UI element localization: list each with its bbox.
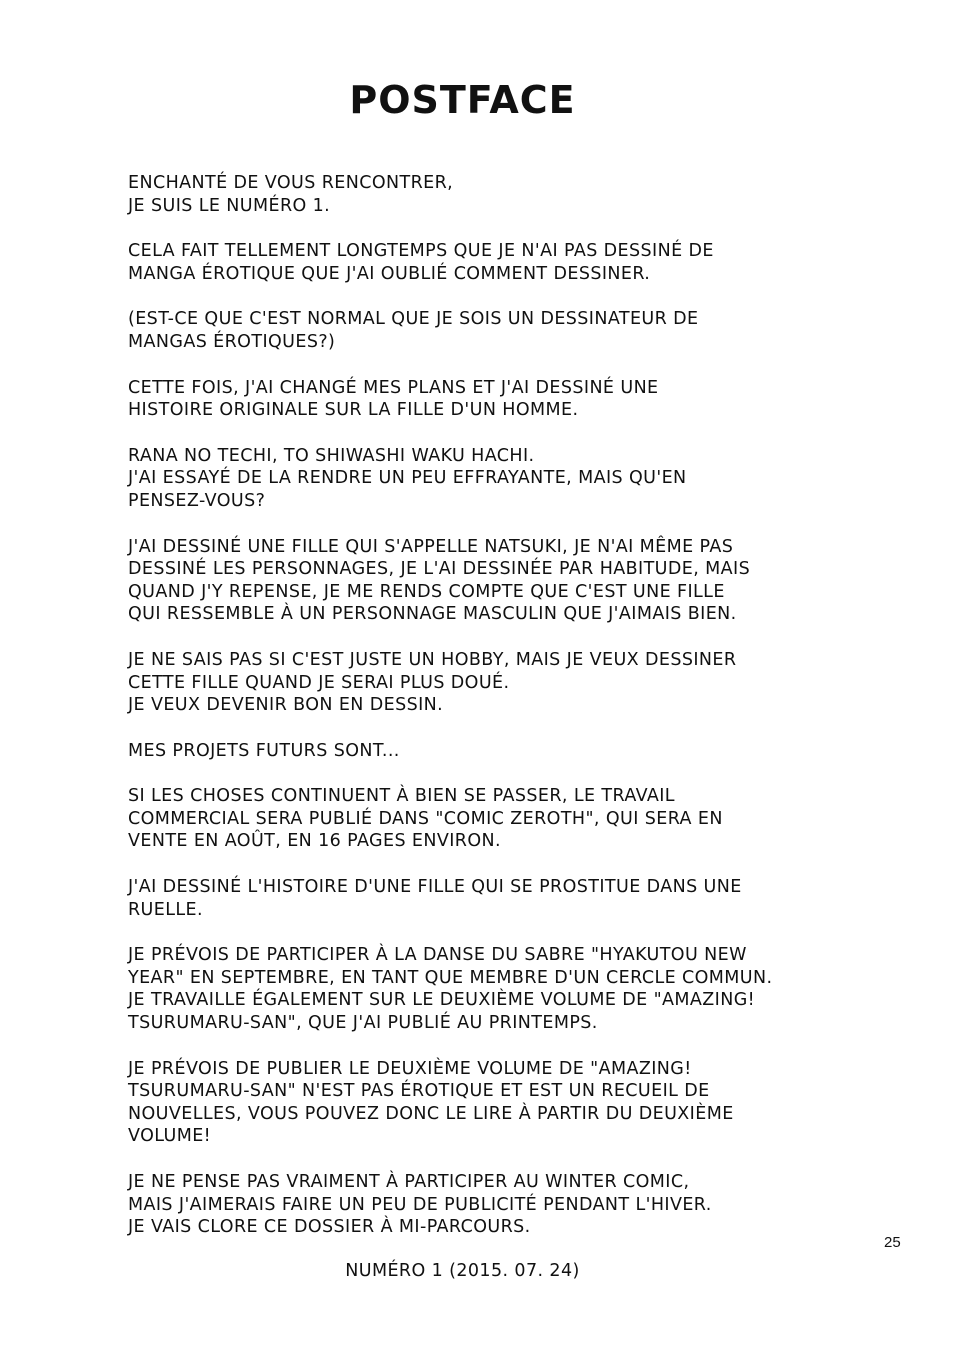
paragraph-line: YEAR" EN SEPTEMBRE, EN TANT QUE MEMBRE D'UN CERCLE COMMUN.: [128, 967, 773, 988]
paragraph-line: TSURUMARU-SAN" N'EST PAS ÉROTIQUE ET EST UN RECUEIL DE: [128, 1081, 710, 1102]
paragraph-line: ENCHANTÉ DE VOUS RENCONTRER,: [128, 173, 454, 193]
paragraph-line: QUAND J'Y REPENSE, JE ME RENDS COMPTE QUE C'EST UNE FILLE: [128, 581, 725, 602]
paragraph: [128, 308, 828, 353]
paragraph: [128, 944, 828, 1034]
paragraph-line: CETTE FILLE QUAND JE SERAI PLUS DOUÉ.: [128, 672, 510, 693]
author-signature: NUMÉRO 1 (2015. 07. 24): [345, 1261, 580, 1281]
paragraph-line: CELA FAIT TELLEMENT LONGTEMPS QUE JE N'AI PAS DESSINÉ DE: [128, 241, 714, 262]
paragraph: [128, 649, 828, 717]
paragraph-line: MANGAS ÉROTIQUES?): [128, 331, 336, 352]
paragraph-line: HISTOIRE ORIGINALE SUR LA FILLE D'UN HOMME.: [128, 400, 579, 421]
paragraph: [128, 445, 828, 513]
paragraph-line: MANGA ÉROTIQUE QUE J'AI OUBLIÉ COMMENT DESSINER.: [128, 263, 651, 284]
paragraph: [128, 240, 828, 285]
postface-body: [128, 172, 828, 1262]
paragraph-line: JE VAIS CLORE CE DOSSIER À MI-PARCOURS.: [128, 1217, 531, 1238]
paragraph-line: VENTE EN AOÛT, EN 16 PAGES ENVIRON.: [128, 831, 501, 852]
paragraph-line: PENSEZ-VOUS?: [128, 490, 266, 511]
paragraph-line: JE PRÉVOIS DE PARTICIPER À LA DANSE DU SABRE "HYAKUTOU NEW: [128, 945, 747, 966]
page-title: POSTFACE: [349, 78, 576, 122]
paragraph: [128, 1058, 828, 1148]
paragraph: [128, 377, 828, 422]
paragraph-line: (EST-CE QUE C'EST NORMAL QUE JE SOIS UN DESSINATEUR DE: [128, 309, 699, 330]
paragraph-line: JE TRAVAILLE ÉGALEMENT SUR LE DEUXIÈME VOLUME DE "AMAZING!: [128, 990, 756, 1011]
paragraph: [128, 785, 828, 853]
paragraph-line: CETTE FOIS, J'AI CHANGÉ MES PLANS ET J'AI DESSINÉ UNE: [128, 377, 659, 398]
page-number: 25: [884, 1234, 901, 1251]
paragraph-line: RUELLE.: [128, 899, 203, 920]
paragraph-line: J'AI ESSAYÉ DE LA RENDRE UN PEU EFFRAYANTE, MAIS QU'EN: [128, 468, 687, 489]
paragraph: [128, 1171, 828, 1239]
paragraph: [128, 740, 828, 763]
paragraph-line: RANA NO TECHI, TO SHIWASHI WAKU HACHI.: [128, 445, 535, 466]
paragraph-line: QUI RESSEMBLE À UN PERSONNAGE MASCULIN QUE J'AIMAIS BIEN.: [128, 604, 737, 625]
paragraph: [128, 876, 828, 921]
paragraph-line: J'AI DESSINÉ UNE FILLE QUI S'APPELLE NATSUKI, JE N'AI MÊME PAS: [128, 536, 734, 557]
paragraph-line: COMMERCIAL SERA PUBLIÉ DANS "COMIC ZEROTH", QUI SERA EN: [128, 808, 723, 829]
paragraph-line: MAIS J'AIMERAIS FAIRE UN PEU DE PUBLICITÉ PENDANT L'HIVER.: [128, 1194, 712, 1215]
paragraph: [128, 536, 828, 626]
paragraph-line: JE VEUX DEVENIR BON EN DESSIN.: [128, 695, 444, 716]
paragraph-line: JE NE SAIS PAS SI C'EST JUSTE UN HOBBY, MAIS JE VEUX DESSINER: [128, 649, 737, 670]
paragraph-line: SI LES CHOSES CONTINUENT À BIEN SE PASSER, LE TRAVAIL: [128, 786, 675, 807]
paragraph-line: TSURUMARU-SAN", QUE J'AI PUBLIÉ AU PRINTEMPS.: [128, 1013, 598, 1034]
paragraph-line: MES PROJETS FUTURS SONT...: [128, 740, 400, 761]
paragraph-line: JE PRÉVOIS DE PUBLIER LE DEUXIÈME VOLUME DE "AMAZING!: [128, 1058, 692, 1079]
paragraph-line: DESSINÉ LES PERSONNAGES, JE L'AI DESSINÉE PAR HABITUDE, MAIS: [128, 559, 751, 580]
paragraph-line: JE NE PENSE PAS VRAIMENT À PARTICIPER AU WINTER COMIC,: [128, 1172, 690, 1192]
paragraph: [128, 172, 828, 217]
paragraph-line: VOLUME!: [128, 1126, 212, 1147]
paragraph-line: J'AI DESSINÉ L'HISTOIRE D'UNE FILLE QUI SE PROSTITUE DANS UNE: [128, 877, 742, 898]
paragraph-line: NOUVELLES, VOUS POUVEZ DONC LE LIRE À PARTIR DU DEUXIÈME: [128, 1103, 734, 1124]
paragraph-line: JE SUIS LE NUMÉRO 1.: [128, 195, 331, 216]
